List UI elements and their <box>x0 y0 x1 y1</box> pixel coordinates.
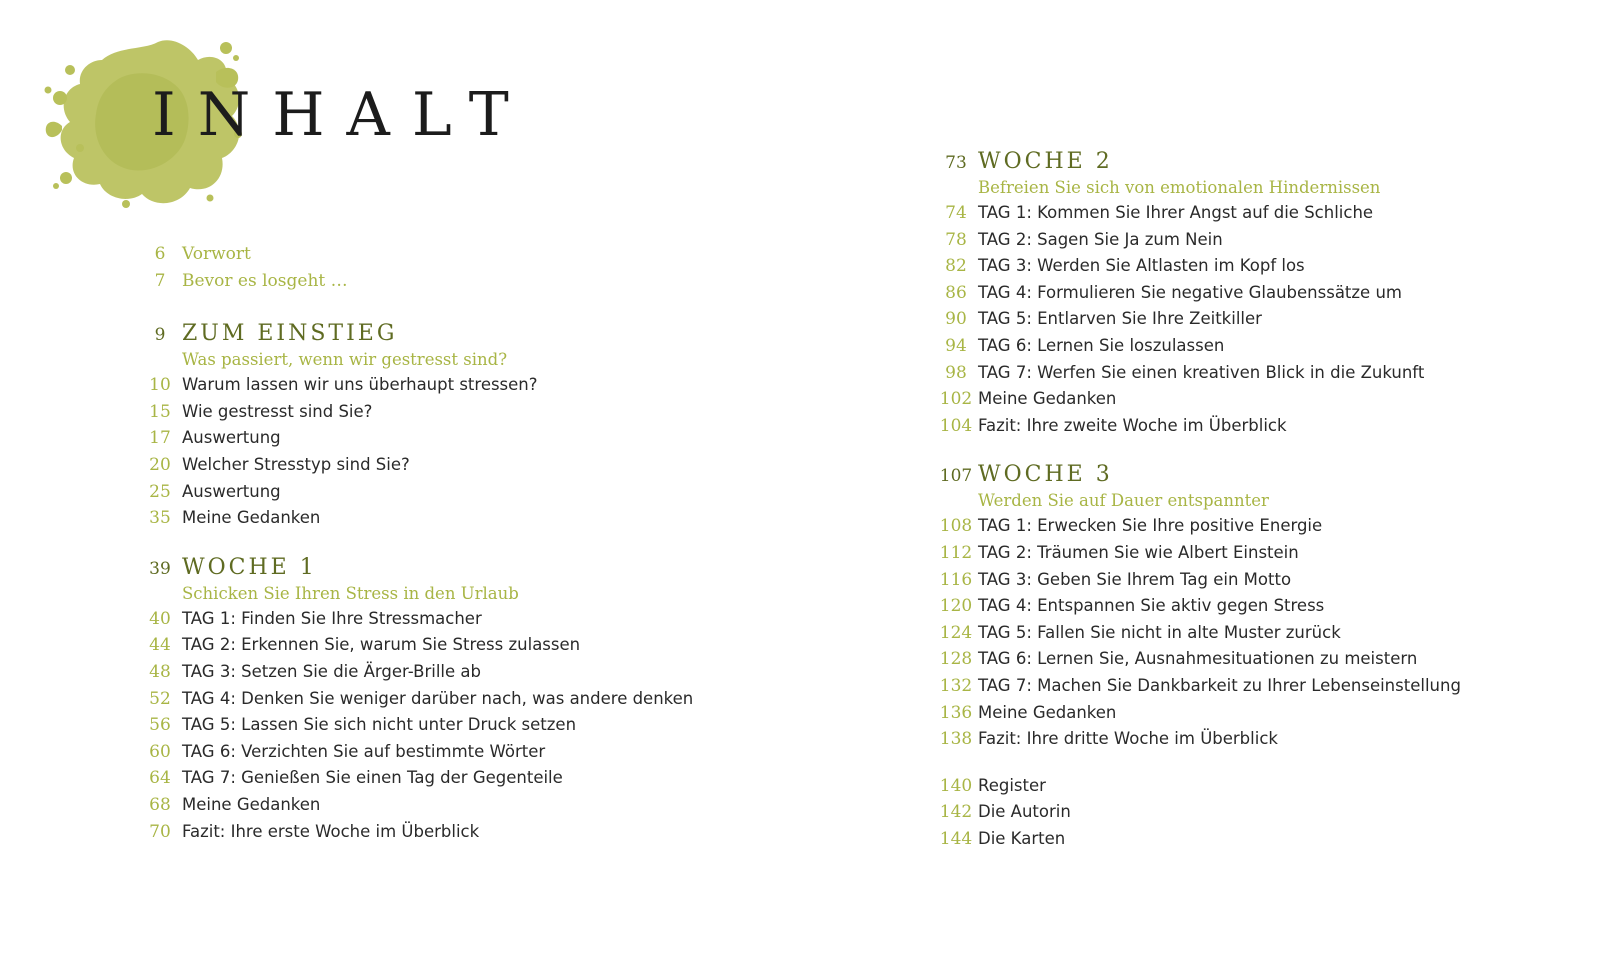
toc-entry[interactable] <box>138 712 818 739</box>
toc-entry[interactable] <box>934 200 1494 227</box>
entry-label: TAG 7: Machen Sie Dankbarkeit zu Ihrer Lebenseinstellung <box>978 675 1461 695</box>
page-number: 120 <box>939 596 973 617</box>
page-number: 70 <box>149 821 171 842</box>
page-number: 107 <box>939 466 973 487</box>
page-title: INHALT <box>152 80 531 150</box>
page-number: 132 <box>939 675 973 696</box>
page-number: 78 <box>945 229 967 250</box>
entry-label: Meine Gedanken <box>182 794 321 814</box>
entry-label: TAG 5: Entlarven Sie Ihre Zeitkiller <box>978 309 1262 329</box>
entry-label: Meine Gedanken <box>978 389 1117 409</box>
page-number: 108 <box>939 516 973 537</box>
page-number: 10 <box>149 375 171 396</box>
entry-label: TAG 7: Werfen Sie einen kreativen Blick in die Zukunft <box>978 362 1425 382</box>
page-number: 52 <box>149 688 171 709</box>
toc-entry[interactable] <box>934 593 1494 620</box>
entry-label: TAG 3: Werden Sie Altlasten im Kopf los <box>978 256 1305 276</box>
toc-entry[interactable] <box>934 700 1494 727</box>
toc-entry[interactable] <box>138 659 818 686</box>
entry-label: Meine Gedanken <box>182 508 321 528</box>
section-title: WOCHE 1 <box>182 554 317 580</box>
toc-entry[interactable] <box>138 792 818 819</box>
toc-entry[interactable] <box>138 425 818 452</box>
entry-label: Fazit: Ihre dritte Woche im Überblick <box>978 729 1278 749</box>
toc-column-right <box>934 148 1494 852</box>
entry-label: TAG 3: Geben Sie Ihrem Tag ein Motto <box>978 569 1292 589</box>
section-title: ZUM EINSTIEG <box>182 321 398 347</box>
entry-label: TAG 7: Genießen Sie einen Tag der Gegenteile <box>182 768 563 788</box>
toc-entry[interactable] <box>934 646 1494 673</box>
toc-entry[interactable] <box>934 333 1494 360</box>
page-number: 140 <box>939 775 973 796</box>
toc-entry[interactable] <box>138 399 818 426</box>
toc-entry[interactable] <box>138 452 818 479</box>
page-number: 98 <box>945 362 967 383</box>
toc-entry[interactable] <box>934 826 1494 853</box>
page-number: 82 <box>945 256 967 277</box>
entry-label: TAG 2: Sagen Sie Ja zum Nein <box>978 229 1223 249</box>
entry-label: TAG 5: Lassen Sie sich nicht unter Druck setzen <box>182 715 577 735</box>
section-woche-3 <box>934 461 1494 752</box>
toc-entry[interactable] <box>934 726 1494 753</box>
section-heading[interactable] <box>138 320 818 348</box>
toc-entry[interactable] <box>934 386 1494 413</box>
page-number: 74 <box>945 203 967 223</box>
entry-label: Warum lassen wir uns überhaupt stressen? <box>182 375 538 395</box>
entry-label: TAG 1: Kommen Sie Ihrer Angst auf die Schliche <box>978 203 1374 222</box>
toc-entry[interactable] <box>138 765 818 792</box>
section-woche-1 <box>138 554 818 845</box>
toc-entry[interactable] <box>934 306 1494 333</box>
entry-label: TAG 1: Finden Sie Ihre Stressmacher <box>182 608 482 628</box>
page-number: 64 <box>149 768 171 789</box>
page-number: 48 <box>149 661 171 682</box>
toc-entry[interactable] <box>138 505 818 532</box>
entry-label: Wie gestresst sind Sie? <box>182 401 373 421</box>
toc-entry[interactable] <box>138 372 818 399</box>
page-number: 136 <box>939 702 973 723</box>
entry-label: Auswertung <box>182 428 281 448</box>
page-number: 39 <box>149 558 171 579</box>
section-appendix <box>934 773 1494 853</box>
entry-label: TAG 1: Erwecken Sie Ihre positive Energie <box>978 516 1323 536</box>
section-woche-2 <box>934 148 1494 439</box>
toc-entry[interactable] <box>138 739 818 766</box>
entry-label: Vorwort <box>182 244 251 264</box>
toc-entry[interactable] <box>934 620 1494 647</box>
page-number: 116 <box>939 569 973 590</box>
entry-label: TAG 5: Fallen Sie nicht in alte Muster zurück <box>978 622 1341 642</box>
page-number: 6 <box>154 244 166 264</box>
page-number: 102 <box>939 389 973 410</box>
page-number: 15 <box>149 401 171 422</box>
entry-label: Meine Gedanken <box>978 702 1117 722</box>
toc-entry[interactable] <box>934 513 1494 540</box>
entry-label: TAG 3: Setzen Sie die Ärger-Brille ab <box>182 661 481 681</box>
page-number: 60 <box>149 741 171 762</box>
toc-entry[interactable] <box>138 632 818 659</box>
toc-entry[interactable] <box>138 819 818 846</box>
toc-entry[interactable] <box>934 227 1494 254</box>
page-number: 20 <box>149 454 171 475</box>
section-heading[interactable] <box>934 148 1494 176</box>
page-number: 112 <box>939 542 973 563</box>
page-number: 35 <box>149 508 171 529</box>
page-number: 44 <box>149 635 171 656</box>
toc-column-left <box>138 241 818 845</box>
page-number: 9 <box>154 325 166 346</box>
entry-label: Auswertung <box>182 481 281 501</box>
entry-label: Die Autorin <box>978 802 1071 822</box>
entry-label: TAG 6: Lernen Sie loszulassen <box>978 335 1225 355</box>
page-number: 94 <box>945 335 967 356</box>
toc-entry[interactable] <box>934 413 1494 440</box>
toc-entry[interactable] <box>138 686 818 713</box>
page-number: 144 <box>939 828 973 849</box>
section-zum-einstieg <box>138 320 818 532</box>
page-number: 104 <box>939 415 973 436</box>
page-number: 25 <box>149 481 171 502</box>
page-number: 56 <box>149 715 171 736</box>
entry-label: TAG 4: Denken Sie weniger darüber nach, was andere denken <box>182 688 694 708</box>
toc-entry[interactable] <box>934 280 1494 307</box>
entry-label: TAG 4: Formulieren Sie negative Glaubenssätze um <box>978 282 1402 302</box>
page-number: 68 <box>149 794 171 815</box>
section-subtitle: Schicken Sie Ihren Stress in den Urlaub <box>182 583 519 603</box>
toc-entry[interactable] <box>934 253 1494 280</box>
page-number: 142 <box>939 802 973 823</box>
entry-label: TAG 6: Lernen Sie, Ausnahmesituationen zu meistern <box>978 649 1418 669</box>
entry-label: Bevor es losgeht … <box>182 270 348 291</box>
section-subtitle: Befreien Sie sich von emotionalen Hindernissen <box>978 178 1381 197</box>
entry-label: Fazit: Ihre erste Woche im Überblick <box>182 821 480 841</box>
page-number: 17 <box>149 428 171 449</box>
section-subtitle: Was passiert, wenn wir gestresst sind? <box>182 350 508 370</box>
entry-label: Fazit: Ihre zweite Woche im Überblick <box>978 415 1287 435</box>
section-subtitle: Werden Sie auf Dauer entspannter <box>978 491 1269 511</box>
toc-entry[interactable] <box>138 606 818 633</box>
page-number: 124 <box>939 622 973 643</box>
entry-label: Die Karten <box>978 828 1066 848</box>
entry-label: Register <box>978 775 1046 795</box>
page-number: 90 <box>945 309 967 330</box>
toc-entry[interactable] <box>934 673 1494 700</box>
section-heading[interactable] <box>138 554 818 582</box>
page-number: 138 <box>939 729 973 750</box>
entry-label: TAG 4: Entspannen Sie aktiv gegen Stress <box>978 596 1325 616</box>
page-number: 7 <box>154 270 166 291</box>
toc-entry[interactable] <box>138 479 818 506</box>
toc-entry[interactable] <box>934 540 1494 567</box>
entry-label: TAG 6: Verzichten Sie auf bestimmte Wörter <box>182 741 546 761</box>
page-number: 40 <box>149 608 171 629</box>
entry-label: TAG 2: Erkennen Sie, warum Sie Stress zulassen <box>182 635 581 655</box>
page-number: 128 <box>939 649 973 670</box>
entry-label: TAG 2: Träumen Sie wie Albert Einstein <box>978 542 1299 562</box>
section-title: WOCHE 2 <box>978 149 1113 174</box>
toc-entry[interactable] <box>138 241 818 268</box>
toc-entry[interactable] <box>934 360 1494 387</box>
page-number: 73 <box>945 153 967 173</box>
toc-entry[interactable] <box>138 268 818 295</box>
entry-label: Welcher Stresstyp sind Sie? <box>182 454 410 474</box>
section-heading[interactable] <box>934 461 1494 489</box>
toc-entry[interactable] <box>934 799 1494 826</box>
toc-entry[interactable] <box>934 567 1494 594</box>
toc-entry[interactable] <box>934 773 1494 800</box>
page-number: 86 <box>945 282 967 303</box>
section-title: WOCHE 3 <box>978 462 1113 488</box>
